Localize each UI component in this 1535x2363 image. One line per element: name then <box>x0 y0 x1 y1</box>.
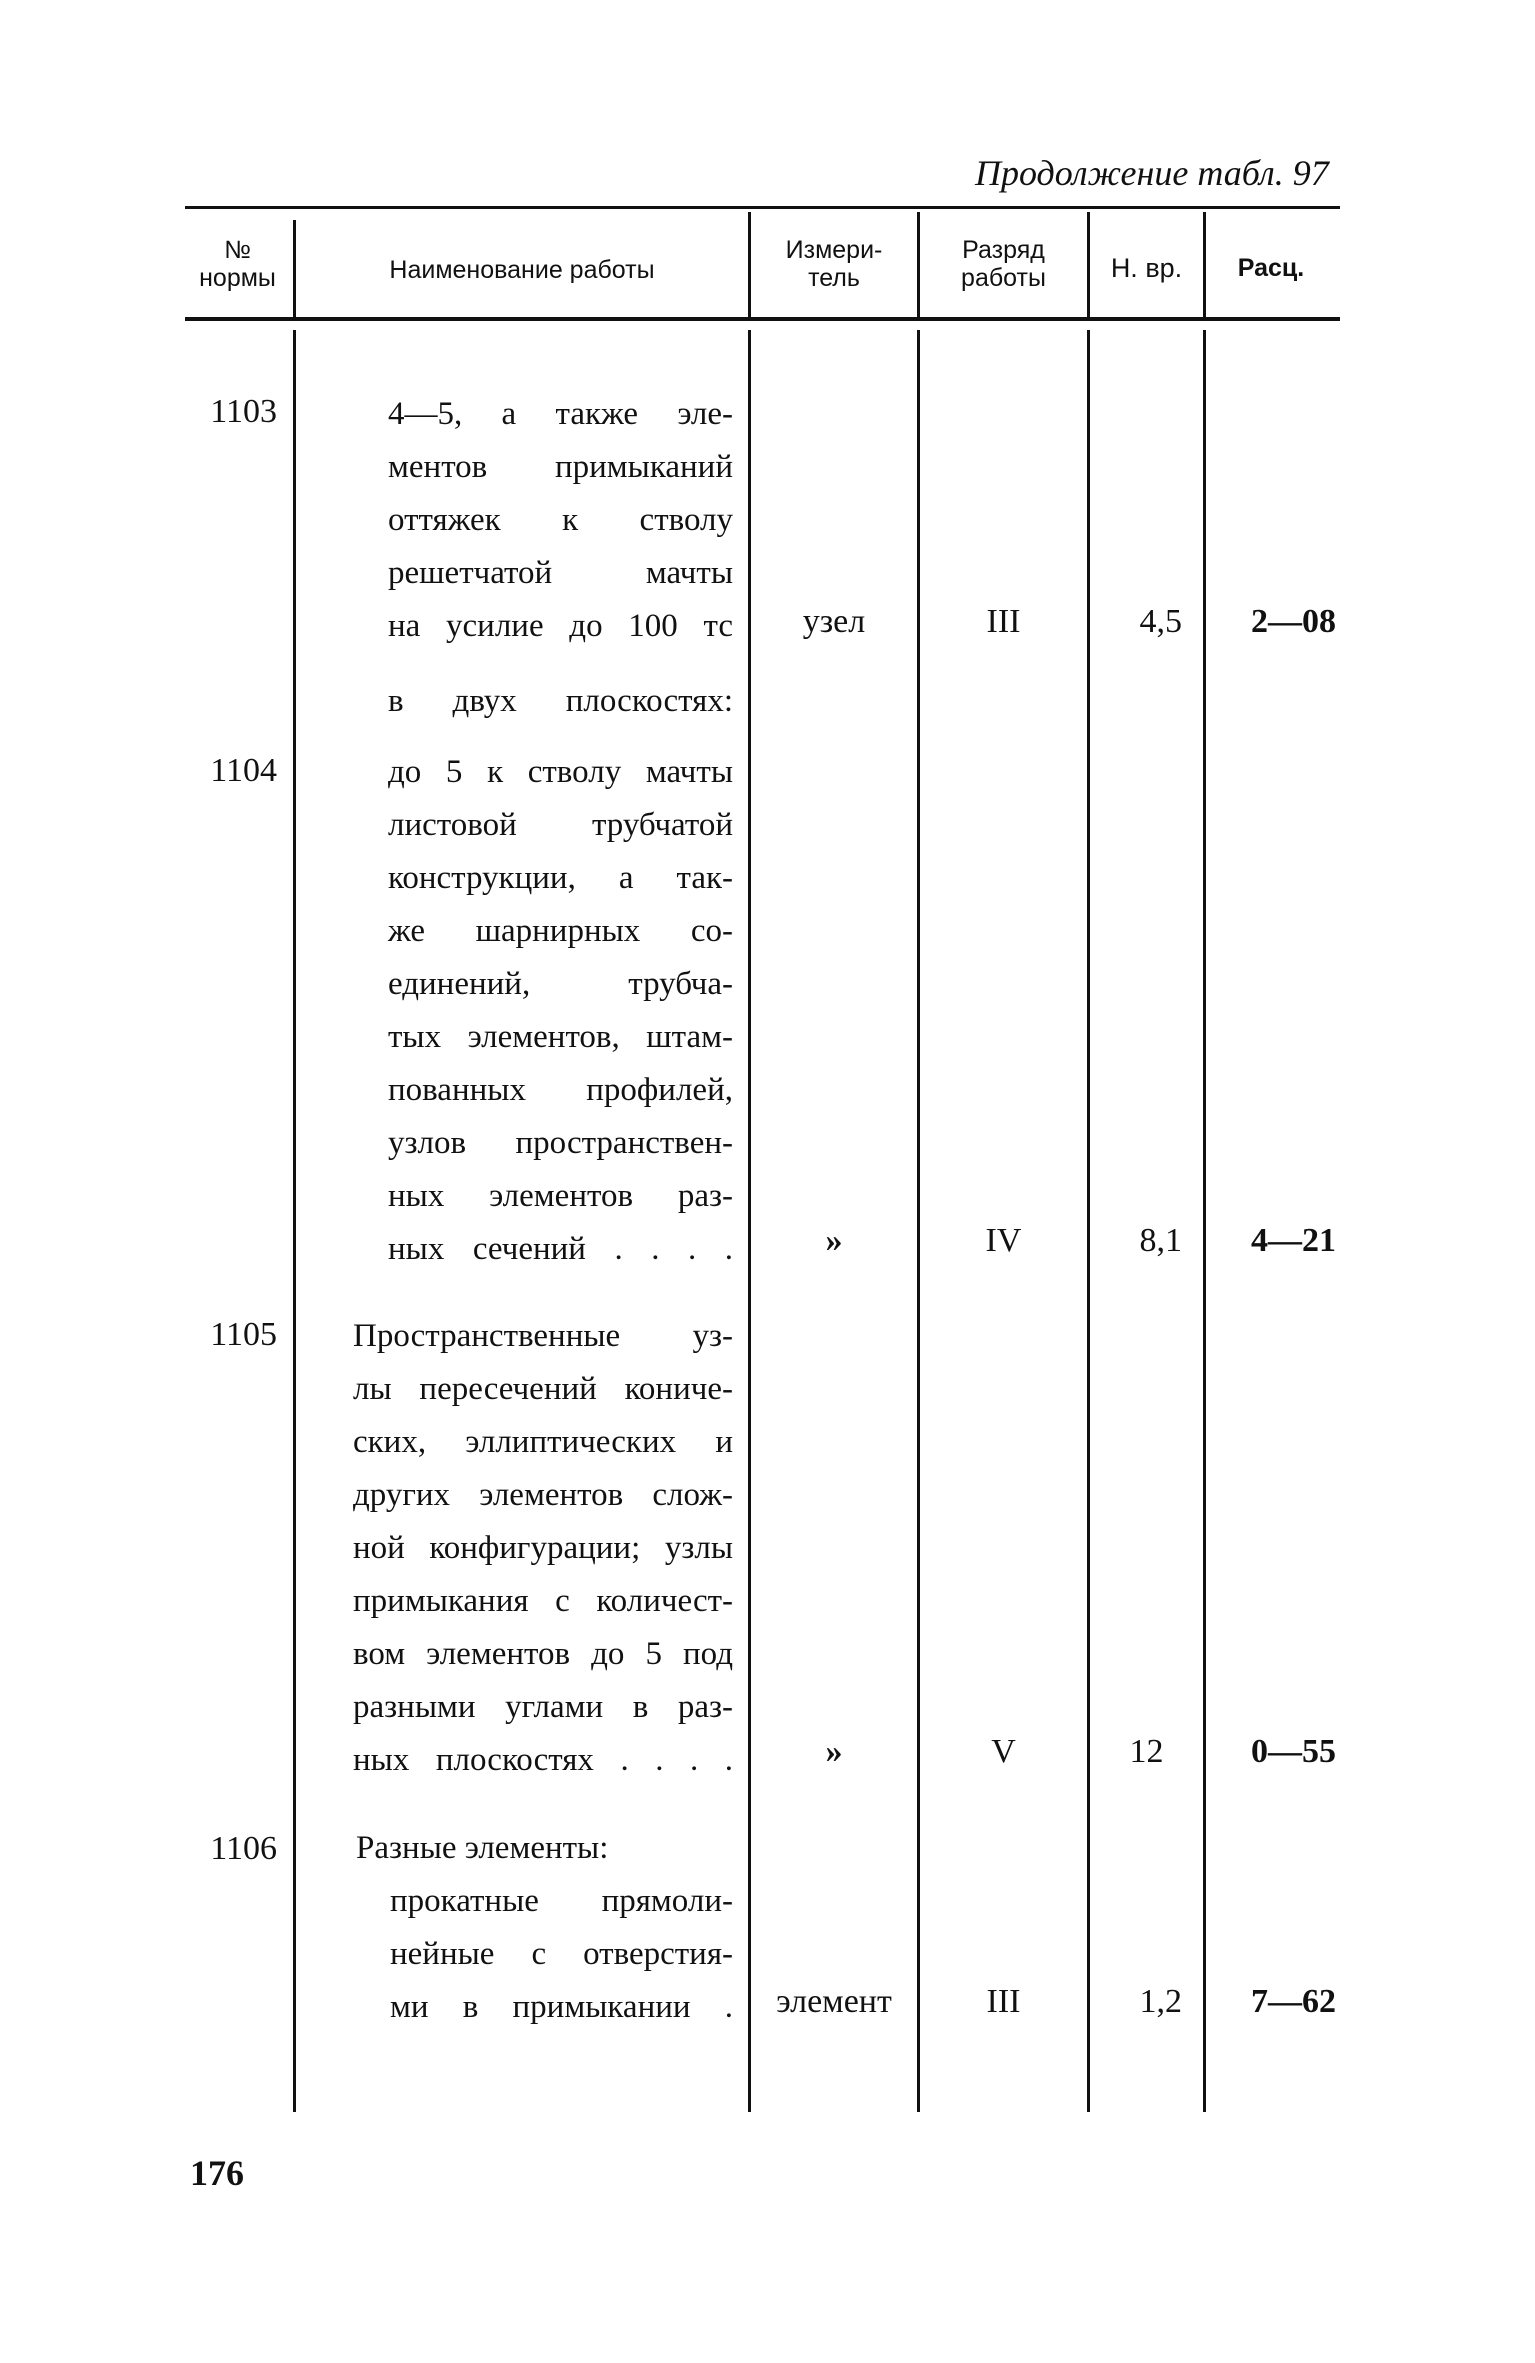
row-1105-line: ских, эллиптических и <box>353 1424 733 1460</box>
row-1104-rate: 4—21 <box>1251 1222 1336 1259</box>
row-1104-line: ных сечений . . . . <box>388 1231 733 1267</box>
row-1105-line: других элементов слож- <box>353 1477 733 1513</box>
subheading-text: в двух плоскостях: <box>388 683 733 719</box>
row-1103-line: ментов примыканий <box>388 449 733 485</box>
row-1106-description <box>390 1875 733 2034</box>
body-divider-1 <box>293 330 296 2112</box>
header-unit-line1: Измери- <box>785 236 883 264</box>
row-1106-line: прокатные прямоли- <box>390 1883 733 1919</box>
row-1103-line: оттяжек к стволу <box>388 502 733 538</box>
row-1104-line: ных элементов раз- <box>388 1178 733 1214</box>
row-1104-line: листовой трубчатой <box>388 807 733 843</box>
row-1105-line: примыкания с количест- <box>353 1583 733 1619</box>
row-1103-time: 4,5 <box>1139 603 1182 640</box>
header-norm-number <box>185 236 290 292</box>
row-1106-time: 1,2 <box>1139 1983 1182 2020</box>
row-1105-time: 12 <box>1129 1733 1164 1770</box>
row-1103-line: решетчатой мачты <box>388 555 733 591</box>
row-1105-grade: V <box>991 1733 1016 1770</box>
row-1104-line: узлов пространствен- <box>388 1125 733 1161</box>
body-divider-4 <box>1087 330 1090 2112</box>
row-1103-grade: III <box>986 603 1021 640</box>
header-time-norm: Н. вр. <box>1110 253 1183 283</box>
row-1105-number: 1105 <box>210 1316 277 1353</box>
row-1105-description <box>353 1310 733 1787</box>
row-1106-heading-text: Разные элементы: <box>356 1830 609 1866</box>
header-norm-number-line1: № <box>224 236 251 264</box>
row-1104-number: 1104 <box>210 752 277 789</box>
row-1106-rate: 7—62 <box>1251 1983 1336 2020</box>
row-1106-line: ми в примыкании . <box>390 1989 733 2025</box>
body-divider-3 <box>917 330 920 2112</box>
header-grade <box>920 236 1087 292</box>
row-1106-grade: III <box>986 1983 1021 2020</box>
row-1103-description <box>388 388 733 653</box>
row-1106-number: 1106 <box>210 1830 277 1867</box>
row-1105-line: Пространственные уз- <box>353 1318 733 1354</box>
row-1103-number: 1103 <box>210 393 277 430</box>
row-1104-time: 8,1 <box>1139 1222 1182 1259</box>
header-work-name: Наименование работы <box>389 256 655 284</box>
header-unit-line2: тель <box>808 264 860 292</box>
row-1103-line: на усилие до 100 тс <box>388 608 733 644</box>
body-divider-5 <box>1203 330 1206 2112</box>
row-1104-line: же шарнирных со- <box>388 913 733 949</box>
body-divider-2 <box>748 330 751 2112</box>
row-1105-line: разными углами в раз- <box>353 1689 733 1725</box>
header-bottom-rule <box>185 317 1340 321</box>
row-1104-line: до 5 к стволу мачты <box>388 754 733 790</box>
row-1105-line: вом элементов до 5 под <box>353 1636 733 1672</box>
row-1103-rate: 2—08 <box>1251 603 1336 640</box>
row-1104-line: единений, трубча- <box>388 966 733 1002</box>
row-1105-unit: » <box>825 1733 843 1770</box>
header-rate: Расц. <box>1237 254 1305 282</box>
row-1104-description <box>388 746 733 1276</box>
table-top-rule <box>185 206 1340 209</box>
row-1105-line: ной конфигурации; узлы <box>353 1530 733 1566</box>
row-1104-line: конструкции, а так- <box>388 860 733 896</box>
row-1105-rate: 0—55 <box>1251 1733 1336 1770</box>
row-1103-unit: узел <box>802 603 866 640</box>
row-subheading <box>388 675 733 728</box>
row-1104-grade: IV <box>985 1222 1022 1259</box>
header-grade-line1: Разряд <box>962 236 1045 264</box>
row-1105-line: лы пересечений кониче- <box>353 1371 733 1407</box>
row-1104-line: пованных профилей, <box>388 1072 733 1108</box>
header-norm-number-line2: нормы <box>199 264 276 292</box>
row-1106-line: нейные с отверстия- <box>390 1936 733 1972</box>
row-1104-line: тых элементов, штам- <box>388 1019 733 1055</box>
table-caption: Продолжение табл. 97 <box>975 153 1329 193</box>
row-1106-unit: элемент <box>776 1983 892 2020</box>
row-1105-line: ных плоскостях . . . . <box>353 1742 733 1778</box>
row-1104-unit: » <box>825 1222 843 1259</box>
header-unit <box>751 236 917 292</box>
header-grade-line2: работы <box>961 264 1046 292</box>
page-number: 176 <box>190 2153 244 2193</box>
row-1103-line: 4—5, а также эле- <box>388 396 733 432</box>
row-1106-heading <box>356 1822 736 1875</box>
